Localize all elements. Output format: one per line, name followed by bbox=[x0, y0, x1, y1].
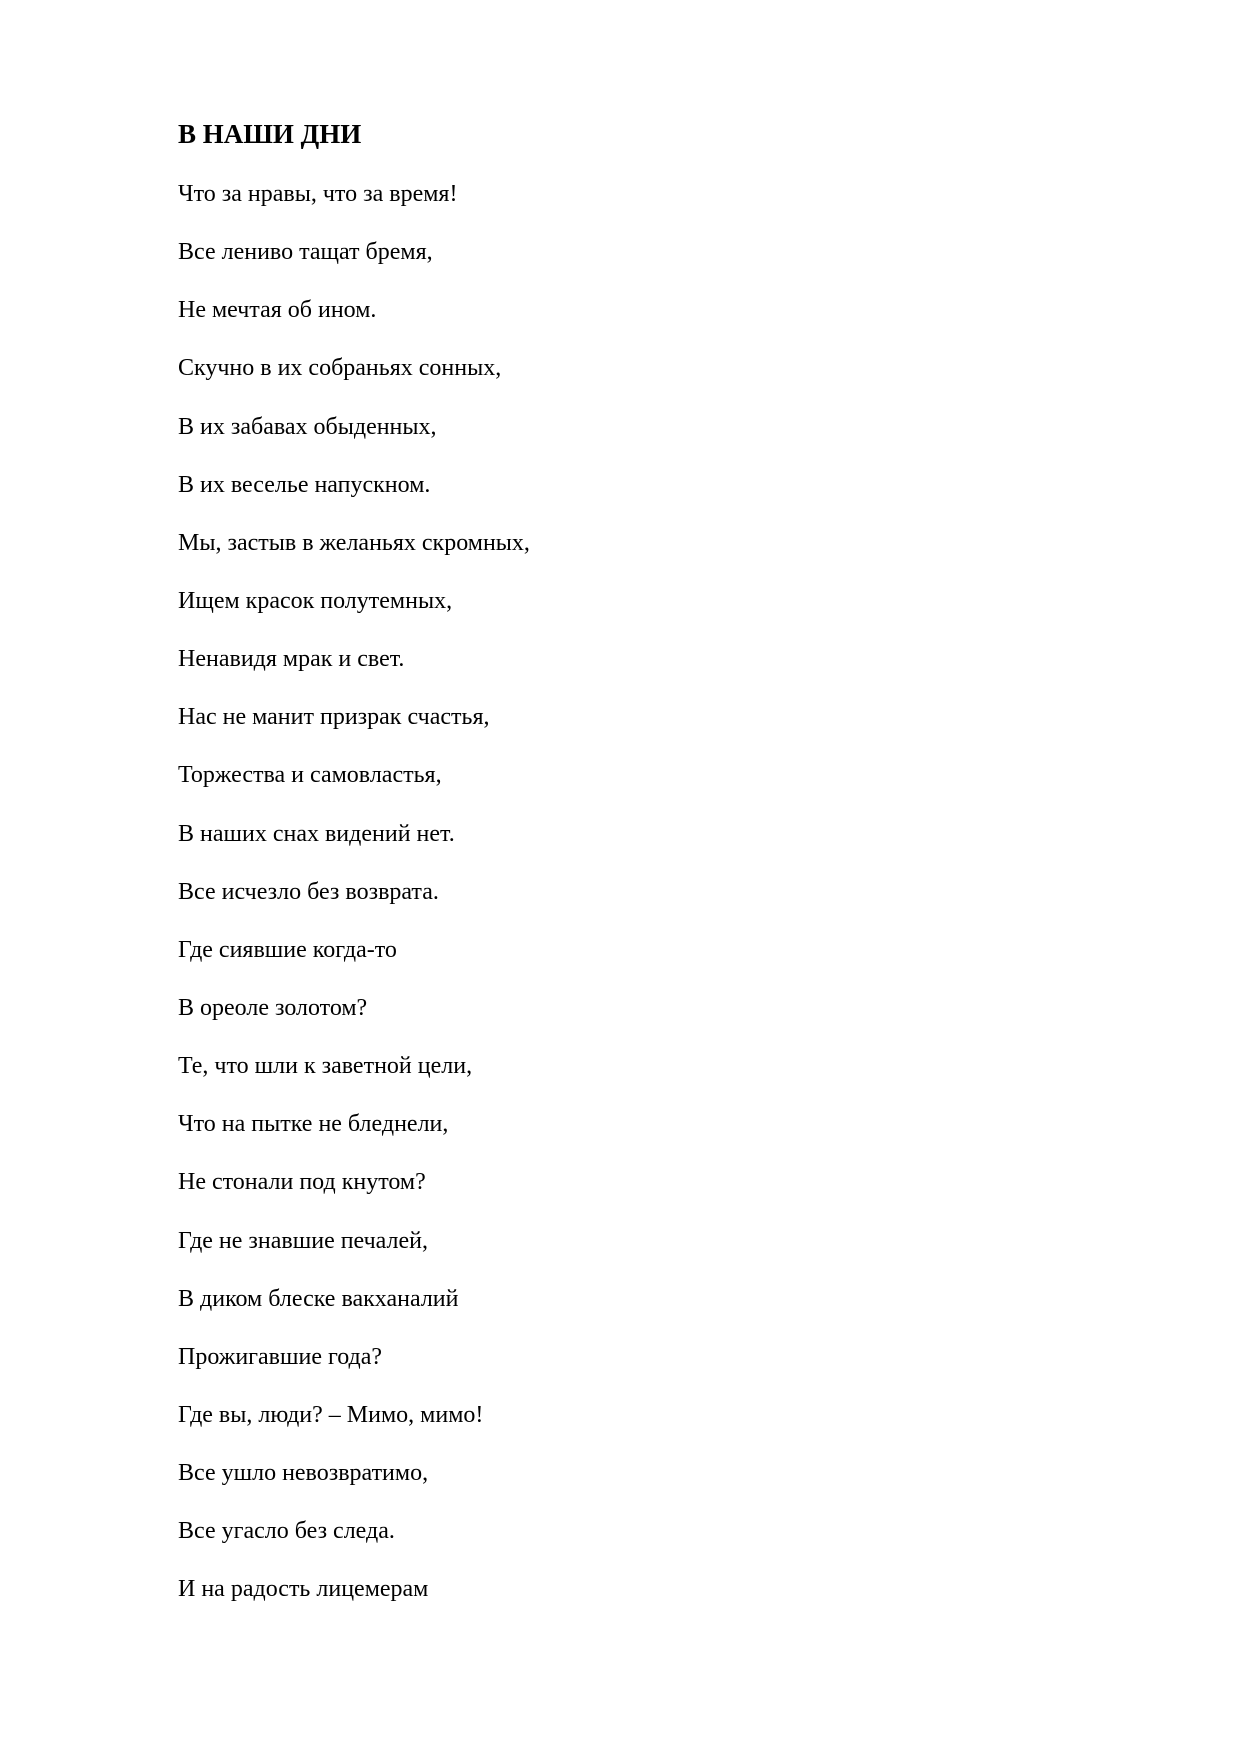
poem-line: В их веселье напускном. bbox=[178, 471, 431, 498]
poem-line: Все ушло невозвратимо, bbox=[178, 1460, 429, 1487]
poem-line: Нас не манит призрак счастья, bbox=[178, 704, 490, 731]
poem-line: Все лениво тащат бремя, bbox=[178, 239, 433, 266]
poem-line: Где сиявшие когда-то bbox=[178, 936, 397, 963]
poem-line: В ореоле золотом? bbox=[178, 994, 368, 1021]
poem-line: Все исчезло без возврата. bbox=[178, 878, 439, 905]
poem-line: В диком блеске вакханалий bbox=[178, 1285, 459, 1312]
poem-line: Торжества и самовластья, bbox=[178, 762, 442, 789]
poem-line: В их забавах обыденных, bbox=[178, 413, 437, 440]
poem-line: Не стонали под кнутом? bbox=[178, 1169, 426, 1196]
poem-line: И на радость лицемерам bbox=[178, 1576, 429, 1603]
poem-line: Мы, застыв в желаньях скромных, bbox=[178, 529, 530, 556]
poem-title: В НАШИ ДНИ bbox=[178, 119, 362, 149]
poem-line: В наших снах видений нет. bbox=[178, 820, 455, 847]
poem-line: Что на пытке не бледнели, bbox=[178, 1111, 449, 1138]
poem-line: Где вы, люди? – Мимо, мимо! bbox=[178, 1401, 484, 1428]
poem-line: Все угасло без следа. bbox=[178, 1518, 395, 1545]
poem-line: Прожигавшие года? bbox=[178, 1343, 383, 1370]
poem-body bbox=[178, 176, 530, 1630]
poem-line: Ненавидя мрак и свет. bbox=[178, 646, 405, 673]
poem-line: Не мечтая об ином. bbox=[178, 297, 377, 324]
poem-line: Те, что шли к заветной цели, bbox=[178, 1053, 473, 1080]
poem-line: Что за нравы, что за время! bbox=[178, 181, 458, 207]
poem-line: Где не знавшие печалей, bbox=[178, 1227, 429, 1254]
poem-line: Скучно в их собраньях сонных, bbox=[178, 355, 502, 382]
poem-line: Ищем красок полутемных, bbox=[178, 587, 453, 614]
